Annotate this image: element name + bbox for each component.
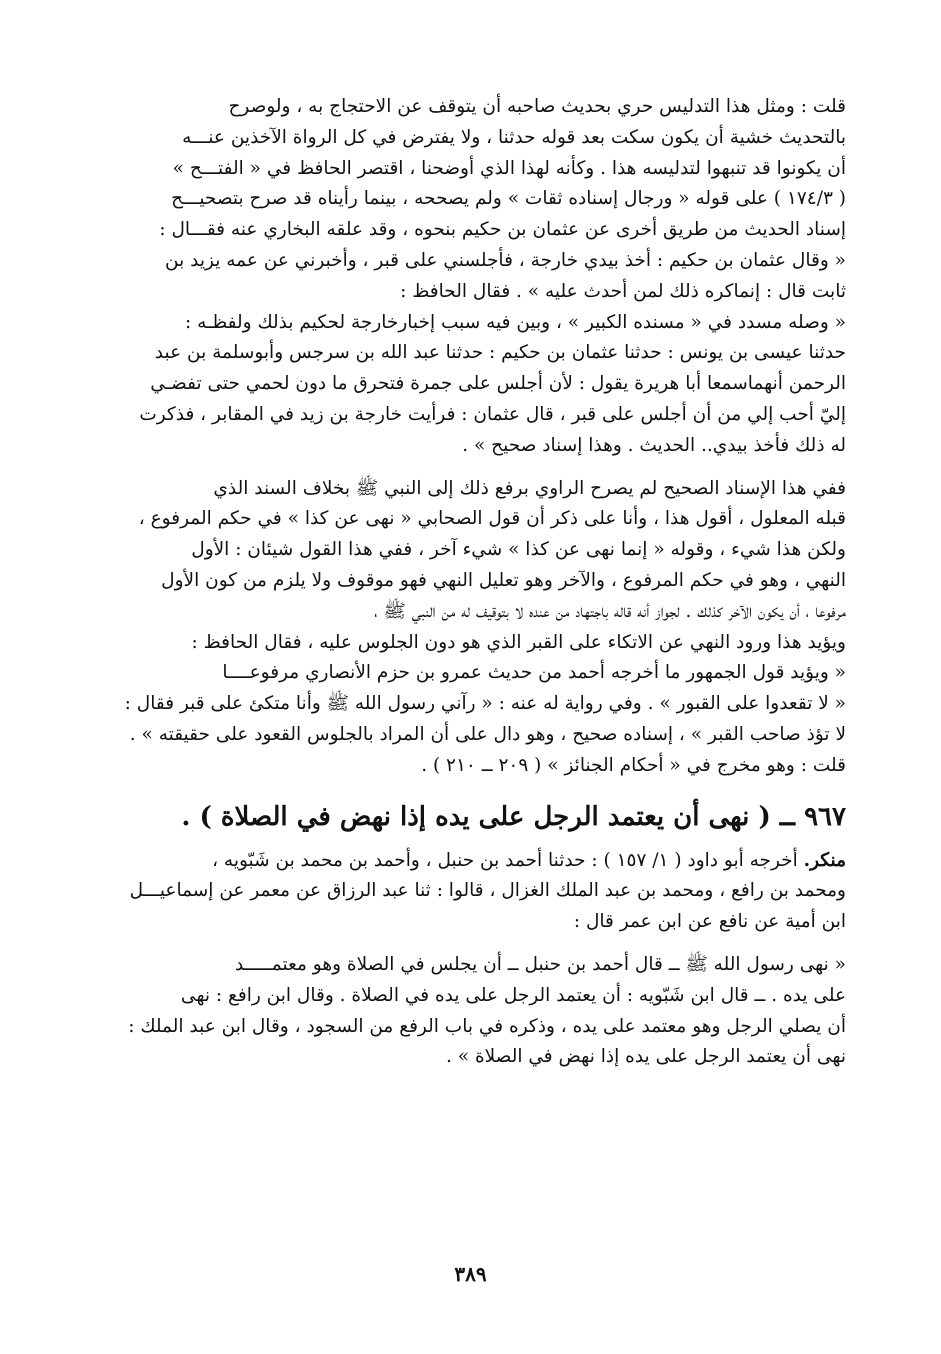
text-line: نهى أن يعتمد الرجل على يده إذا نهض في الصلاة » . (445, 1046, 846, 1068)
text-line: ولكن هذا شيء ، وقوله « إنما نهى عن كذا » شيء آخر ، ففي هذا القول شيئان : الأول (191, 539, 846, 561)
text-line: مرفوعا ، أن يكون الآخر كذلك . لجواز أنه قاله باجتهاد من عنده لا بتوقيف له من النبي ﷺ ، (374, 600, 846, 622)
text-line: ثابت قال : إنماكره ذلك لمن أحدث عليه » . فقال الحافظ : (400, 280, 846, 302)
paragraph-gap (116, 462, 846, 474)
text-line: قبله المعلول ، أقول هذا ، وأنا على ذكر أن قول الصحابي « نهى عن كذا » في حكم المرفوع ، (138, 508, 846, 530)
page-body (116, 92, 846, 1073)
text-line: أن يكونوا قد تنبهوا لتدليسه هذا . وكأنه لهذا الذي أوضحنا ، اقتصر الحافظ في « الفتـــح » (172, 157, 846, 179)
text-line: حدثنا عيسى بن يونس : حدثنا عثمان بن حكيم : حدثنا عبد الله بن سرجس وأبوسلمة بن عبد (154, 342, 846, 364)
text-line: « وصله مسدد في « مسنده الكبير » ، وبين فيه سبب إخبارخارجة لحكيم بذلك ولفظـه : (185, 311, 846, 333)
paragraph-3 (116, 474, 846, 782)
text-line: ابن أمية عن نافع عن ابن عمر قال : (573, 911, 846, 933)
hadith-heading: ٩٦٧ ــ ( نهى أن يعتمد الرجل على يده إذا نهض في الصلاة ) . (181, 801, 846, 832)
text-line: ومحمد بن رافع ، ومحمد بن عبد الملك الغزال ، قالوا : ثنا عبد الرزاق عن معمر عن إسماعيـــل (129, 880, 846, 902)
text-line: « وقال عثمان بن حكيم : أخذ بيدي خارجة ، فأجلسني على قبر ، وأخبرني عن عمه يزيد بن (165, 249, 846, 271)
paragraph-gap (116, 938, 846, 950)
text-line: « لا تقعدوا على القبور » . وفي رواية له عنه : « رآني رسول الله ﷺ وأنا متكئ على قبر فقال : (124, 693, 846, 715)
text-line: قلت : ومثل هذا التدليس حري بحديث صاحبه أن يتوقف عن الاحتجاج به ، ولوصرح (228, 96, 846, 117)
verdict-label: منكر. (803, 849, 846, 871)
text-line: بالتحديث خشية أن يكون سكت بعد قوله حدثنا ، ولا يفترض في كل الرواة الآخذين عنـــه (182, 126, 846, 148)
paragraph-4 (116, 846, 846, 938)
text-line (116, 846, 846, 877)
text-line: الرحمن أنهماسمعا أبا هريرة يقول : لأن أجلس على جمرة فتحرق ما دون لحمي حتى تفضـي (150, 373, 846, 395)
text-line: لا تؤذ صاحب القبر » ، إسناده صحيح ، وهو دال على أن المراد بالجلوس القعود على حقيقته » . (129, 723, 846, 745)
text-line: له ذلك فأخذ بيدي.. الحديث . وهذا إسناد صحيح » . (462, 434, 846, 456)
text-line: على يده . ــ قال ابن شَبّويه : أن يعتمد الرجل على يده في الصلاة . وقال ابن رافع : نهى (180, 984, 846, 1006)
text-line: ( ١٧٤/٣ ) على قوله « ورجال إسناده ثقات » ولم يصححه ، بينما رأيناه قد صرح بتصحيـــح (171, 188, 846, 210)
paragraph-2 (116, 308, 846, 462)
text-line: قلت : وهو مخرج في « أحكام الجنائز » ( ٢٠٩ ــ ٢١٠ ) . (421, 754, 846, 776)
text-span: أخرجه أبو داود ( ١/ ١٥٧ ) : حدثنا أحمد بن حنبل ، وأحمد بن محمد بن شَبّويه ، (212, 849, 804, 871)
text-line: « ويؤيد قول الجمهور ما أخرجه أحمد من حديث عمرو بن حزم الأنصاري مرفوعــــا (222, 662, 846, 684)
text-line: ففي هذا الإسناد الصحيح لم يصرح الراوي برفع ذلك إلى النبي ﷺ بخلاف السند الذي (213, 477, 846, 499)
text-line: أن يصلي الرجل وهو معتمد على يده ، وذكره في باب الرفع من السجود ، وقال ابن عبد الملك : (128, 1015, 846, 1037)
text-line: ويؤيد هذا ورود النهي عن الاتكاء على القبر الذي هو دون الجلوس عليه ، فقال الحافظ : (191, 631, 846, 653)
text-line: إليّ أحب إلي من أن أجلس على قبر ، قال عثمان : فرأيت خارجة بن زيد في المقابر ، فذكرت (139, 403, 846, 425)
text-line: « نهى رسول الله ﷺ ــ قال أحمد بن حنبل ــ أن يجلس في الصلاة وهو معتمـــــد (234, 953, 846, 975)
text-line: إسناد الحديث من طريق أخرى عن عثمان بن حكيم بنحوه ، وقد علقه البخاري عنه فقـــال : (159, 219, 846, 241)
page-number: ٣٨٩ (454, 1262, 487, 1286)
paragraph-5 (116, 950, 846, 1073)
text-line: النهي ، وهو في حكم المرفوع ، والآخر وهو تعليل النهي فهو موقوف ولا يلزم من كون الأول (161, 569, 846, 591)
paragraph-1 (116, 92, 846, 308)
